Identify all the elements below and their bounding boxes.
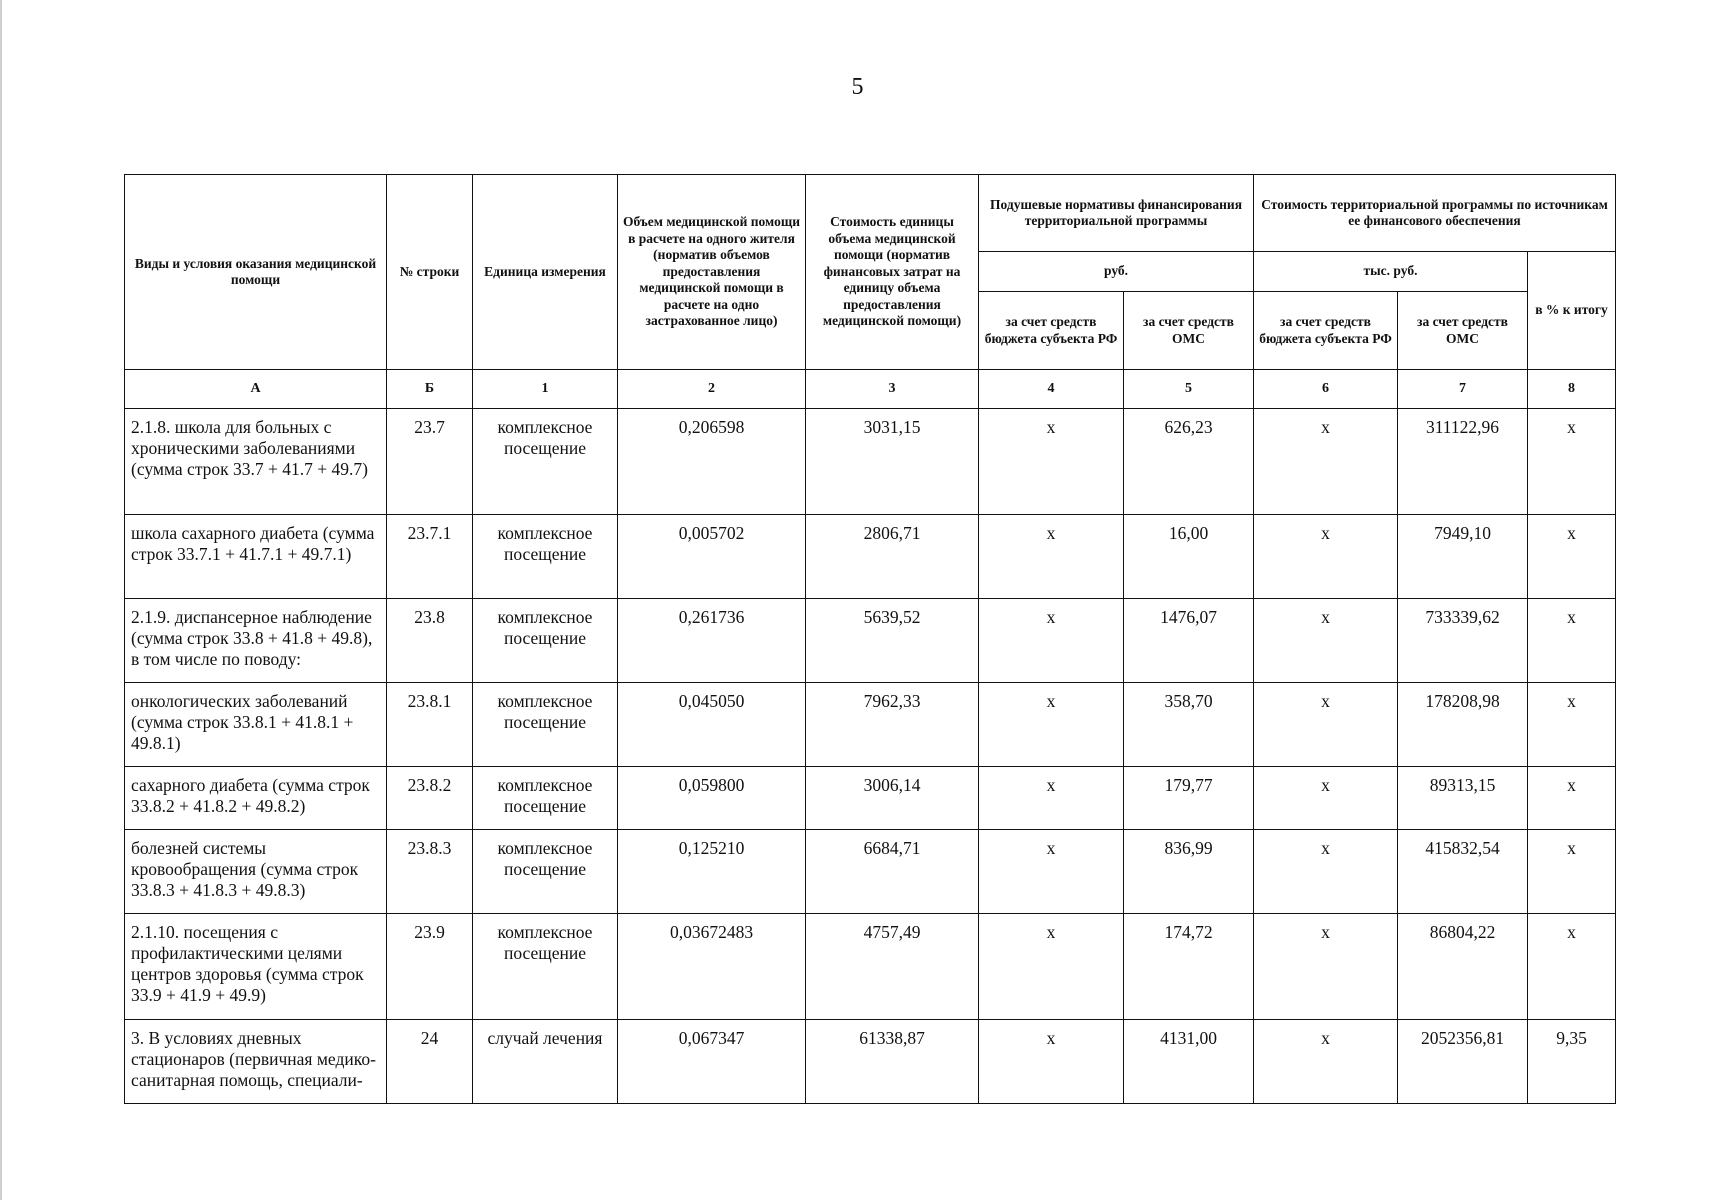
column-number: 3 <box>806 370 979 409</box>
cell-unit-cost: 4757,49 <box>806 914 979 1020</box>
page-number: 5 <box>851 74 864 100</box>
cell-line: 23.8.2 <box>387 767 473 830</box>
cell-unit-cost: 3031,15 <box>806 409 979 515</box>
cell-name: 3. В условиях дневных стационаров (первичная медико-санитарная помощь, специали- <box>125 1020 387 1104</box>
header-group-cost: Стоимость территориальной программы по источникам ее финансового обеспечения <box>1254 175 1616 252</box>
cell-budget-rub: х <box>979 1020 1124 1104</box>
scan-left-edge <box>0 0 2 1200</box>
cell-volume: 0,005702 <box>618 515 806 599</box>
cell-oms-thousand: 178208,98 <box>1398 683 1528 767</box>
financial-table <box>124 174 1616 1104</box>
cell-budget-rub: х <box>979 683 1124 767</box>
cell-name: 2.1.10. посещения с профилактическими целями центров здоровья (сумма строк 33.9 + 41.9 + 49.9) <box>125 914 387 1020</box>
table-header <box>125 175 1616 409</box>
table-row <box>125 1020 1616 1104</box>
cell-oms-rub: 174,72 <box>1124 914 1254 1020</box>
cell-oms-rub: 179,77 <box>1124 767 1254 830</box>
cell-name: школа сахарного диабета (сумма строк 33.7.1 + 41.7.1 + 49.7.1) <box>125 515 387 599</box>
table-row <box>125 599 1616 683</box>
cell-unit-cost: 3006,14 <box>806 767 979 830</box>
cell-line: 23.7 <box>387 409 473 515</box>
column-number: 2 <box>618 370 806 409</box>
column-number: 6 <box>1254 370 1398 409</box>
column-number-row <box>125 370 1616 409</box>
cell-percent: х <box>1528 515 1616 599</box>
header-col-7: за счет средств ОМС <box>1398 292 1528 370</box>
cell-oms-rub: 836,99 <box>1124 830 1254 914</box>
cell-oms-thousand: 733339,62 <box>1398 599 1528 683</box>
cell-unit-cost: 6684,71 <box>806 830 979 914</box>
cell-budget-thousand: х <box>1254 767 1398 830</box>
cell-budget-rub: х <box>979 409 1124 515</box>
cell-line: 23.8 <box>387 599 473 683</box>
cell-line: 23.8.1 <box>387 683 473 767</box>
header-unit-thousand-rub: тыс. руб. <box>1254 252 1528 292</box>
cell-percent: х <box>1528 683 1616 767</box>
header-group-per-capita: Подушевые нормативы финансирования территориальной программы <box>979 175 1254 252</box>
cell-budget-rub: х <box>979 767 1124 830</box>
cell-percent: х <box>1528 830 1616 914</box>
cell-line: 24 <box>387 1020 473 1104</box>
cell-volume: 0,067347 <box>618 1020 806 1104</box>
cell-name: сахарного диабета (сумма строк 33.8.2 + 41.8.2 + 49.8.2) <box>125 767 387 830</box>
cell-unit: комплексное посещение <box>473 683 618 767</box>
column-number: А <box>125 370 387 409</box>
cell-unit: комплексное посещение <box>473 409 618 515</box>
cell-unit: случай лечения <box>473 1020 618 1104</box>
cell-name: 2.1.8. школа для больных с хроническими заболеваниями (сумма строк 33.7 + 41.7 + 49.7) <box>125 409 387 515</box>
cell-budget-thousand: х <box>1254 599 1398 683</box>
cell-unit-cost: 2806,71 <box>806 515 979 599</box>
header-col-8: в % к итогу <box>1528 252 1616 370</box>
table-body <box>125 409 1616 1104</box>
cell-unit: комплексное посещение <box>473 830 618 914</box>
header-col-b: № строки <box>387 175 473 370</box>
cell-volume: 0,261736 <box>618 599 806 683</box>
cell-unit: комплексное посещение <box>473 515 618 599</box>
table-row <box>125 914 1616 1020</box>
cell-budget-rub: х <box>979 515 1124 599</box>
cell-unit: комплексное посещение <box>473 767 618 830</box>
header-col-1: Единица измерения <box>473 175 618 370</box>
cell-oms-thousand: 311122,96 <box>1398 409 1528 515</box>
cell-oms-rub: 626,23 <box>1124 409 1254 515</box>
cell-percent: х <box>1528 767 1616 830</box>
cell-volume: 0,03672483 <box>618 914 806 1020</box>
cell-unit-cost: 5639,52 <box>806 599 979 683</box>
cell-line: 23.8.3 <box>387 830 473 914</box>
cell-percent: х <box>1528 409 1616 515</box>
cell-unit: комплексное посещение <box>473 599 618 683</box>
column-number: Б <box>387 370 473 409</box>
cell-oms-thousand: 86804,22 <box>1398 914 1528 1020</box>
cell-budget-rub: х <box>979 830 1124 914</box>
header-col-2: Объем медицинской помощи в расчете на одного жителя (норматив объемов предоставления медицинской помощи в расчете на одно застрахованное лицо) <box>618 175 806 370</box>
cell-oms-rub: 358,70 <box>1124 683 1254 767</box>
cell-budget-rub: х <box>979 599 1124 683</box>
cell-name: 2.1.9. диспансерное наблюдение (сумма строк 33.8 + 41.8 + 49.8), в том числе по поводу: <box>125 599 387 683</box>
cell-oms-rub: 16,00 <box>1124 515 1254 599</box>
cell-oms-thousand: 7949,10 <box>1398 515 1528 599</box>
header-col-3: Стоимость единицы объема медицинской помощи (норматив финансовых затрат на единицу объема предоставления медицинской помощи) <box>806 175 979 370</box>
header-col-a: Виды и условия оказания медицинской помощи <box>125 175 387 370</box>
cell-percent: х <box>1528 599 1616 683</box>
table-row <box>125 767 1616 830</box>
header-col-4: за счет средств бюджета субъекта РФ <box>979 292 1124 370</box>
column-number: 8 <box>1528 370 1616 409</box>
cell-oms-rub: 1476,07 <box>1124 599 1254 683</box>
cell-budget-thousand: х <box>1254 683 1398 767</box>
cell-percent: 9,35 <box>1528 1020 1616 1104</box>
cell-oms-thousand: 89313,15 <box>1398 767 1528 830</box>
column-number: 1 <box>473 370 618 409</box>
cell-budget-thousand: х <box>1254 914 1398 1020</box>
cell-oms-rub: 4131,00 <box>1124 1020 1254 1104</box>
cell-name: онкологических заболеваний (сумма строк 33.8.1 + 41.8.1 + 49.8.1) <box>125 683 387 767</box>
cell-unit: комплексное посещение <box>473 914 618 1020</box>
header-col-5: за счет средств ОМС <box>1124 292 1254 370</box>
table-row <box>125 830 1616 914</box>
cell-name: болезней системы кровообращения (сумма строк 33.8.3 + 41.8.3 + 49.8.3) <box>125 830 387 914</box>
header-col-6: за счет средств бюджета субъекта РФ <box>1254 292 1398 370</box>
cell-percent: х <box>1528 914 1616 1020</box>
column-number: 4 <box>979 370 1124 409</box>
cell-unit-cost: 7962,33 <box>806 683 979 767</box>
column-number: 5 <box>1124 370 1254 409</box>
header-unit-rub: руб. <box>979 252 1254 292</box>
table-row <box>125 515 1616 599</box>
cell-volume: 0,045050 <box>618 683 806 767</box>
cell-unit-cost: 61338,87 <box>806 1020 979 1104</box>
cell-budget-thousand: х <box>1254 409 1398 515</box>
cell-volume: 0,125210 <box>618 830 806 914</box>
cell-line: 23.9 <box>387 914 473 1020</box>
cell-oms-thousand: 2052356,81 <box>1398 1020 1528 1104</box>
cell-volume: 0,059800 <box>618 767 806 830</box>
cell-volume: 0,206598 <box>618 409 806 515</box>
cell-oms-thousand: 415832,54 <box>1398 830 1528 914</box>
table-row <box>125 683 1616 767</box>
table-row <box>125 409 1616 515</box>
column-number: 7 <box>1398 370 1528 409</box>
cell-budget-thousand: х <box>1254 1020 1398 1104</box>
cell-budget-rub: х <box>979 914 1124 1020</box>
cell-budget-thousand: х <box>1254 830 1398 914</box>
cell-budget-thousand: х <box>1254 515 1398 599</box>
cell-line: 23.7.1 <box>387 515 473 599</box>
